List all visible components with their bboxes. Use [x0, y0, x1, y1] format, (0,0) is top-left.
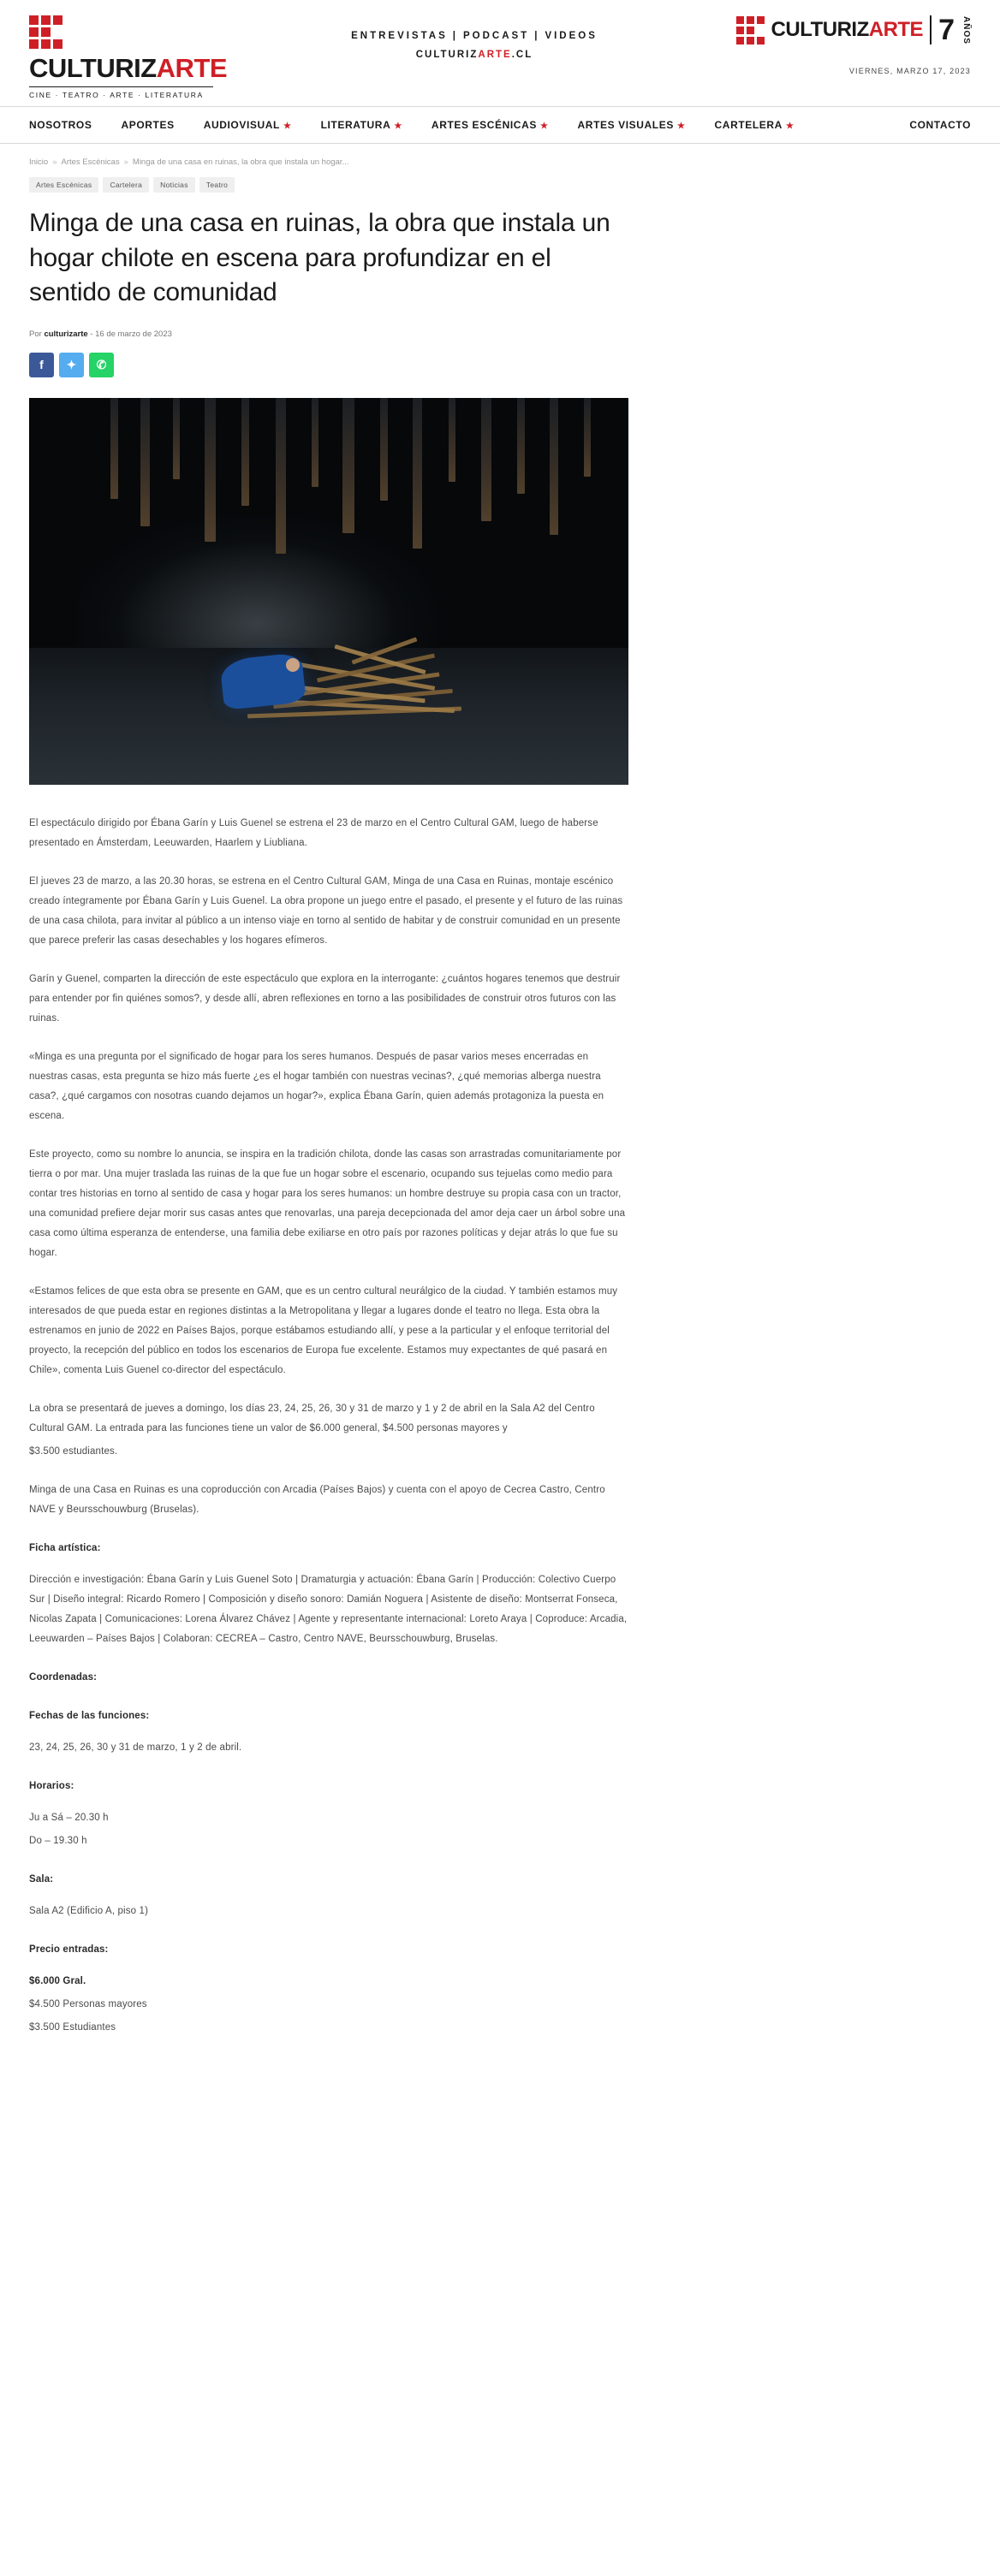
- anniversary-word-dark: CULTURIZ: [771, 18, 869, 41]
- breadcrumb-item-inicio[interactable]: Inicio: [29, 157, 49, 167]
- performer-head: [286, 658, 300, 672]
- nav-label-contacto: CONTACTO: [909, 119, 971, 131]
- article-paragraph: El espectáculo dirigido por Ébana Garín y Luis Guenel se estrena el 23 de marzo en el Centro Cultural GAM, luego de haberse presentado en Ámsterdam, Leeuwarden, Haarlem y Liubliana.: [29, 817, 598, 848]
- nav-item-audiovisual[interactable]: [189, 119, 307, 131]
- top-menu-sep-1: |: [452, 31, 458, 41]
- byline-sep: -: [90, 329, 93, 339]
- ficha-artistica-body: Dirección e investigación: Ébana Garín y Luis Guenel Soto | Dramaturgia y actuación: Ébana Garín | Producción: Colectivo Cuerpo Sur | Diseño integral: Ricardo Romero | Composición y diseño sonoro: Damián Noguera | Asistente de diseño: Montserrat Fonseca, Nicolas Zapata | Comunicaciones: Lorena Álvarez Chávez | Agente y representante internacional: Loreto Araya | Coproduce: Arcadia, Leeuwarden – Países Bajos | Colaboran: CECREA – Castro, Centro NAVE, Beursschouwburg, Bruselas.: [29, 1574, 628, 1644]
- fechas-body: 23, 24, 25, 26, 30 y 31 de marzo, 1 y 2 de abril.: [29, 1742, 242, 1753]
- site-url-part-2: ARTE: [478, 50, 512, 60]
- precio-line-3: $3.500 Estudiantes: [29, 2021, 116, 2033]
- nav-item-contacto[interactable]: [895, 119, 971, 131]
- horarios-line-1: Ju a Sá – 20.30 h: [29, 1812, 109, 1823]
- site-url[interactable]: [243, 50, 705, 60]
- site-url-part-1: CULTURIZ: [415, 50, 479, 60]
- main-navigation: [0, 106, 1000, 144]
- tag-teatro[interactable]: Teatro: [199, 177, 235, 193]
- star-icon: ★: [394, 122, 402, 131]
- hanging-plank: [342, 398, 354, 533]
- breadcrumb: [29, 157, 639, 167]
- hanging-plank: [550, 398, 558, 535]
- star-icon: ★: [676, 122, 686, 131]
- horarios-title: Horarios:: [29, 1780, 74, 1791]
- nav-label-aportes: APORTES: [121, 119, 175, 131]
- hanging-plank: [173, 398, 180, 479]
- hanging-plank: [205, 398, 216, 542]
- horarios-line-2: Do – 19.30 h: [29, 1835, 87, 1846]
- article-container: [0, 157, 668, 2038]
- star-icon: ★: [283, 122, 292, 131]
- anniversary-wordmark: [771, 18, 924, 42]
- tag-noticias[interactable]: Noticias: [153, 177, 195, 193]
- top-menu-item-entrevistas[interactable]: ENTREVISTAS: [351, 31, 448, 41]
- article-paragraph: Garín y Guenel, comparten la dirección de este espectáculo que explora en la interrogante: ¿cuántos hogares tenemos que destruir para entender por fin quiénes somos?, y desde allí, abren reflexiones en torno a las posibilidades de construir otros futuros con las ruinas.: [29, 973, 621, 1024]
- top-menu: [243, 31, 705, 41]
- article-paragraph: La obra se presentará de jueves a domingo, los días 23, 24, 25, 26, 30 y 31 de marzo y 1 y 2 de abril en la Sala A2 del Centro Cultural GAM. La entrada para las funciones tiene un valor de $6.000 general, $4.500 personas mayores y: [29, 1403, 595, 1433]
- anniversary-badge: [705, 15, 971, 45]
- breadcrumb-item-current: Minga de una casa en ruinas, la obra que instala un hogar...: [132, 157, 349, 167]
- logo-tagline: CINE · TEATRO · ARTE · LITERATURA: [29, 86, 213, 99]
- precio-line-1: $6.000 Gral.: [29, 1975, 86, 1986]
- nav-label-nosotros: NOSOTROS: [29, 119, 92, 131]
- logo-word-dark: CULTURIZ: [29, 53, 157, 83]
- nav-item-cartelera[interactable]: [700, 119, 809, 131]
- site-url-part-3: .CL: [511, 50, 533, 60]
- hanging-plank: [413, 398, 422, 549]
- whatsapp-icon[interactable]: ✆: [89, 353, 114, 377]
- nav-item-artes-escenicas[interactable]: [417, 119, 563, 131]
- nav-item-aportes[interactable]: [106, 119, 188, 131]
- article-paragraph: «Minga es una pregunta por el significado de hogar para los seres humanos. Después de pasar varios meses encerradas en nuestras casas, esta pregunta se hizo más fuerte ¿es el hogar también con nuestras vecinas?, ¿qué memorias alberga nuestra casa?, ¿qué cargamos con nosotras cuando dejamos un hogar?», explica Ébana Garín, quien además protagoniza la puesta en escena.: [29, 1051, 604, 1121]
- current-date: VIERNES, MARZO 17, 2023: [848, 67, 971, 75]
- hanging-plank: [584, 398, 591, 477]
- article-paragraph: Minga de una Casa en Ruinas es una coproducción con Arcadia (Países Bajos) y cuenta con el apoyo de Cecrea Castro, Centro NAVE y Beursschouwburg (Bruselas).: [29, 1484, 605, 1515]
- byline-date: 16 de marzo de 2023: [95, 329, 172, 339]
- anniversary-years-label: AÑOS: [961, 16, 971, 45]
- fechas-title: Fechas de las funciones:: [29, 1710, 150, 1721]
- article-paragraph: $3.500 estudiantes.: [29, 1445, 118, 1457]
- hanging-plank: [241, 398, 249, 506]
- coordenadas-title: Coordenadas:: [29, 1671, 98, 1683]
- nav-label-literatura: LITERATURA: [320, 119, 391, 131]
- page-title: Minga de una casa en ruinas, la obra que instala un hogar chilote en escena para profundizar en el sentido de comunidad: [29, 209, 610, 306]
- breadcrumb-sep-1: »: [52, 157, 57, 167]
- anniversary-number: 7: [938, 14, 955, 46]
- star-icon: ★: [539, 122, 549, 131]
- sala-body: Sala A2 (Edificio A, piso 1): [29, 1905, 149, 1916]
- ficha-artistica-title: Ficha artística:: [29, 1542, 101, 1553]
- hanging-plank: [110, 398, 118, 499]
- tag-artes-escenicas[interactable]: Artes Escénicas: [29, 177, 98, 193]
- top-menu-sep-2: |: [534, 31, 540, 41]
- precio-title: Precio entradas:: [29, 1944, 109, 1955]
- article-hero-image: [29, 398, 628, 785]
- precio-line-2: $4.500 Personas mayores: [29, 1998, 147, 2009]
- star-icon: ★: [785, 122, 795, 131]
- hanging-plank: [517, 398, 525, 494]
- article-byline: [29, 329, 639, 339]
- nav-item-literatura[interactable]: [307, 119, 417, 131]
- header-center: [243, 15, 705, 60]
- hanging-plank: [276, 398, 286, 554]
- twitter-icon[interactable]: ✦: [59, 353, 84, 377]
- hanging-plank: [481, 398, 491, 521]
- hanging-plank: [449, 398, 455, 482]
- article-body: [29, 814, 628, 2038]
- breadcrumb-item-category[interactable]: Artes Escénicas: [61, 157, 120, 167]
- facebook-icon[interactable]: f: [29, 353, 54, 377]
- tag-list: [29, 177, 639, 193]
- logo-word-red: ARTE: [156, 53, 228, 83]
- nav-item-nosotros[interactable]: [29, 119, 106, 131]
- logo-wordmark: [29, 55, 243, 81]
- nav-label-audiovisual: AUDIOVISUAL: [203, 119, 280, 131]
- top-menu-item-videos[interactable]: VIDEOS: [545, 31, 598, 41]
- top-menu-item-podcast[interactable]: PODCAST: [462, 31, 530, 41]
- article-paragraph: El jueves 23 de marzo, a las 20.30 horas, se estrena en el Centro Cultural GAM, Minga de una Casa en Ruinas, montaje escénico creado íntegramente por Ébana Garín y Luis Guenel. La obra propone un juego entre el pasado, el presente y el futuro de las ruinas de una casa chilota, para invitar al público a un intenso viaje en torno al sentido de habitar y de construir comunidad en un presente que parece preferir las casas desechables y los hogares efímeros.: [29, 875, 623, 946]
- nav-label-artes-visuales: ARTES VISUALES: [577, 119, 674, 131]
- logo-dots-icon: [29, 15, 243, 49]
- sala-title: Sala:: [29, 1873, 54, 1885]
- header-right: [705, 15, 971, 75]
- anniversary-dots-icon: [736, 16, 765, 45]
- hanging-plank: [140, 398, 150, 526]
- nav-item-artes-visuales[interactable]: [563, 119, 700, 131]
- article-paragraph: «Estamos felices de que esta obra se presente en GAM, que es un centro cultural neurálgico de la ciudad. Y también estamos muy interesados de que pueda estar en regiones distintas a la Metropolitana y llegar a lugares donde el teatro no llega. Esta obra la estrenamos en junio de 2022 en Países Bajos, porque estábamos estudiando allí, y pese a la particular y el enfoque territorial del proyecto, la recepción del público en todos los escenarios de Europa fue excelente. Estamos muy expectantes de qué pasará en Chile», comenta Luis Guenel co-director del espectáculo.: [29, 1285, 618, 1375]
- anniversary-word-red: ARTE: [868, 18, 924, 41]
- anniversary-divider: [930, 15, 932, 45]
- breadcrumb-sep-2: »: [123, 157, 128, 167]
- nav-label-artes-escenicas: ARTES ESCÉNICAS: [431, 119, 537, 131]
- nav-label-cartelera: CARTELERA: [714, 119, 783, 131]
- byline-author[interactable]: culturizarte: [44, 329, 88, 339]
- byline-prefix: Por: [29, 329, 42, 339]
- site-header: [0, 0, 1000, 106]
- tag-cartelera[interactable]: Cartelera: [103, 177, 149, 193]
- share-buttons: [29, 353, 639, 377]
- article-paragraph: Este proyecto, como su nombre lo anuncia, se inspira en la tradición chilota, donde las casas son arrastradas comunitariamente por tierra o por mar. Una mujer traslada las ruinas de la que fue un hogar sobre el escenario, ocupando sus tejuelas como medio para contar tres historias en torno al sentido de casa y hogar para los seres humanos: un hombre destruye su propia casa con un tractor, una comunidad prefiere dejar morir sus casas antes que renovarlas, una pareja decepcionada del amor deja caer un árbol sobre una casa como última esperanza de entenderse, una familia debe exiliarse en otro país por razones políticas y dejar atrás lo que fue su hogar.: [29, 1149, 626, 1258]
- hanging-plank: [312, 398, 318, 487]
- hanging-plank: [380, 398, 388, 501]
- site-logo[interactable]: [29, 15, 243, 99]
